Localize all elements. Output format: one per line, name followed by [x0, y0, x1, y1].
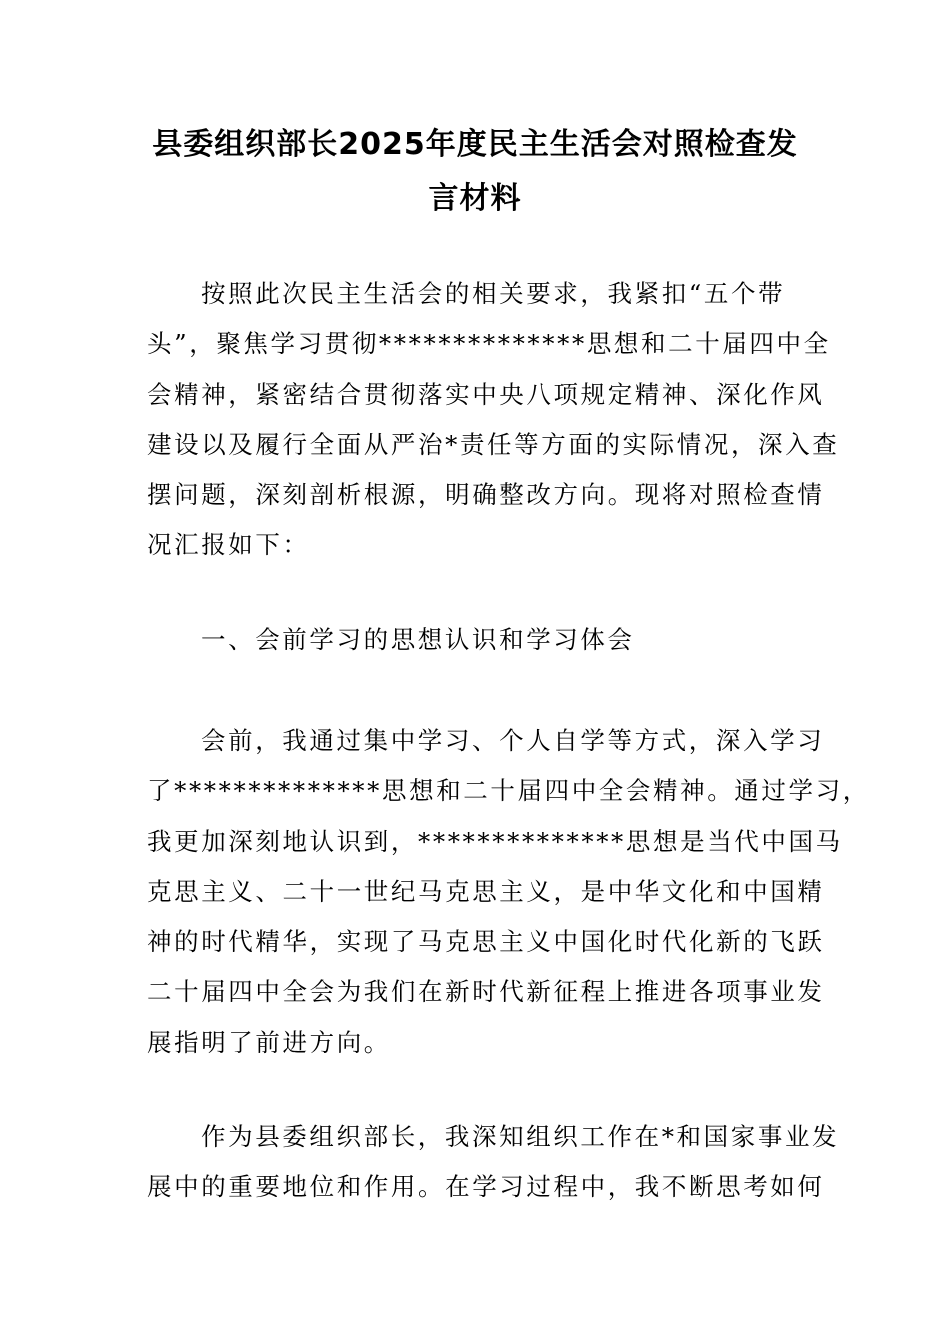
role-paragraph [147, 1112, 840, 1213]
paragraph-line: 了**************思想和二十届四中全会精神。通过学习， [147, 776, 870, 806]
document-title [140, 118, 810, 226]
paragraph-line: 克思主义、二十一世纪马克思主义，是中华文化和中国精 [147, 876, 825, 906]
study-paragraph [147, 716, 870, 1068]
paragraph-line: 会精神，紧密结合贯彻落实中央八项规定精神、深化作风 [147, 379, 825, 409]
paragraph-line: 头”，聚焦学习贯彻**************思想和二十届四中全 [147, 329, 831, 359]
paragraph-line: 会前，我通过集中学习、个人自学等方式，深入学习 [201, 726, 825, 755]
paragraph-line: 摆问题，深刻剖析根源，明确整改方向。现将对照检查情 [147, 480, 825, 510]
section-heading-text: 一、会前学习的思想认识和学习体会 [201, 625, 635, 654]
paragraph-line: 作为县委组织部长，我深知组织工作在*和国家事业发 [201, 1122, 840, 1151]
paragraph-line: 况汇报如下： [147, 530, 310, 560]
paragraph-line: 展指明了前进方向。 [147, 1027, 391, 1057]
paragraph-line: 建设以及履行全面从严治*责任等方面的实际情况，深入查 [147, 429, 840, 459]
paragraph-line: 按照此次民主生活会的相关要求，我紧扣“五个带 [201, 279, 786, 308]
title-line: 县委组织部长2025年度民主生活会对照检查发 [152, 127, 798, 162]
paragraph-line: 展中的重要地位和作用。在学习过程中，我不断思考如何 [147, 1172, 825, 1202]
title-line: 言材料 [428, 181, 522, 216]
paragraph-line: 我更加深刻地认识到，**************思想是当代中国马 [147, 826, 843, 856]
paragraph-line: 神的时代精华，实现了马克思主义中国化时代化新的飞跃 [147, 927, 825, 957]
intro-paragraph [147, 269, 840, 571]
paragraph-line: 二十届四中全会为我们在新时代新征程上推进各项事业发 [147, 977, 825, 1007]
section-heading [147, 615, 807, 665]
